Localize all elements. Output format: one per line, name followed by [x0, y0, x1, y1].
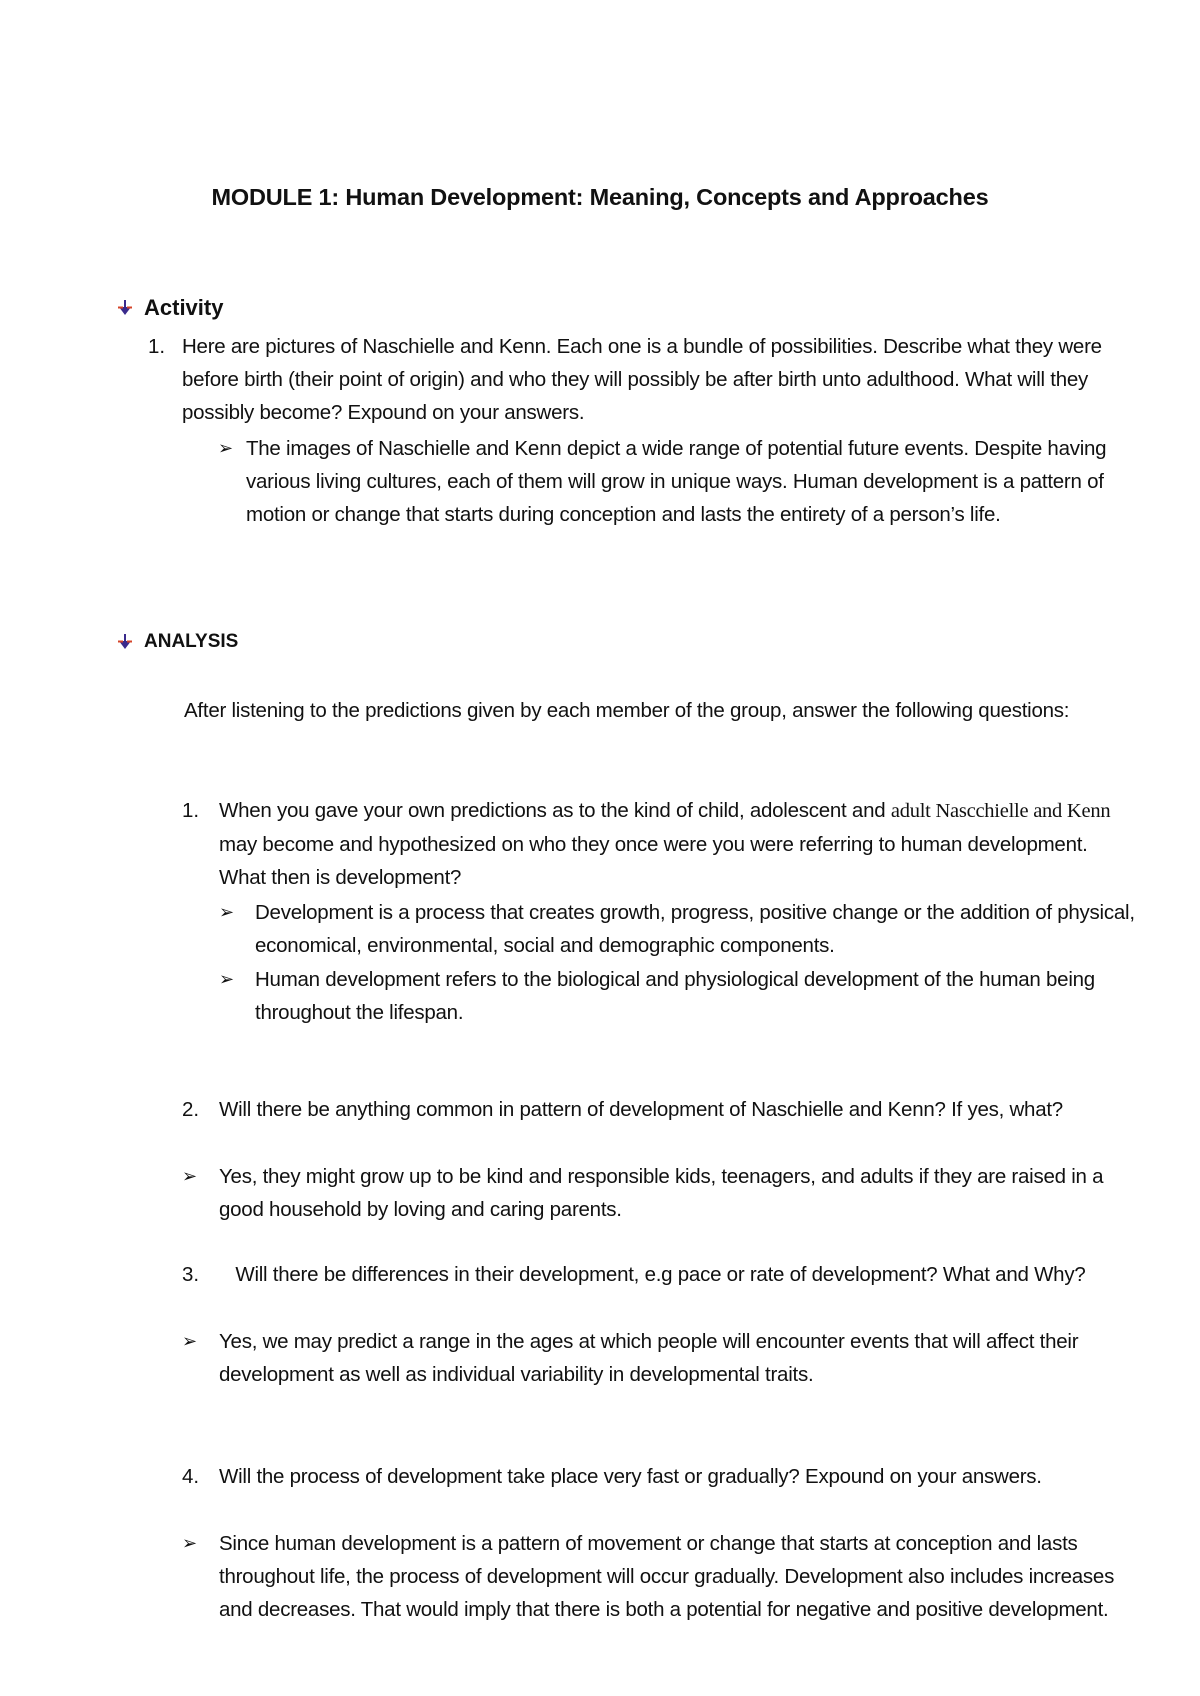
activity-item-text: Here are pictures of Naschielle and Kenn. Each one is a bundle of possibilities. Describe what they were before birth (their point of origin) and who they will possibly be after birth unto adulthood. What will they possibly become? Expound on your answers.: [182, 335, 1102, 424]
question-3-text: Will there be differences in their development, e.g pace or rate of development? What and Why?: [219, 1263, 1086, 1286]
arrowhead-bullet-icon: ➢: [182, 1533, 198, 1554]
question-2-text: Will there be anything common in pattern of development of Naschielle and Kenn? If yes, what?: [219, 1098, 1063, 1121]
activity-answer-text: The images of Naschielle and Kenn depict a wide range of potential future events. Despite having various living cultures, each of them will grow in unique ways. Human development is a pattern of motion or change that starts during conception and lasts the entirety of a person’s life.: [246, 437, 1107, 526]
question-2-number: 2.: [182, 1098, 200, 1121]
module-title: MODULE 1: Human Development: Meaning, Concepts and Approaches: [211, 184, 989, 210]
activity-heading-label: Activity: [144, 295, 224, 320]
pushpin-arrow-icon: [118, 634, 132, 650]
question-3-answer: Yes, we may predict a range in the ages at which people will encounter events that will affect their development as well as individual variability in developmental traits.: [219, 1330, 1079, 1386]
analysis-heading-label: ANALYSIS: [144, 631, 239, 652]
question-1-number: 1.: [182, 799, 200, 822]
arrowhead-bullet-icon: ➢: [182, 1166, 198, 1187]
arrowhead-bullet-icon: ➢: [218, 438, 234, 459]
activity-item-number: 1.: [148, 335, 166, 358]
arrowhead-bullet-icon: ➢: [182, 1331, 198, 1352]
arrowhead-bullet-icon: ➢: [219, 969, 235, 990]
analysis-heading: [118, 631, 238, 653]
question-1-answer-a: Development is a process that creates growth, progress, positive change or the addition of physical, economical, environmental, social and demographic components.: [255, 901, 1135, 957]
question-4-text: Will the process of development take place very fast or gradually? Expound on your answers.: [219, 1465, 1042, 1488]
activity-answer: [246, 432, 1146, 531]
question-4-number: 4.: [182, 1465, 200, 1488]
pushpin-arrow-icon: [118, 300, 132, 316]
question-2-answer: Yes, they might grow up to be kind and responsible kids, teenagers, and adults if they are raised in a good household by loving and caring parents.: [219, 1165, 1104, 1221]
arrowhead-bullet-icon: ➢: [219, 902, 235, 923]
analysis-intro: After listening to the predictions given by each member of the group, answer the following questions:: [184, 699, 1070, 722]
question-1-text-c: may become and hypothesized on who they once were you were referring to human development. What then is development?: [219, 833, 1088, 889]
question-1-text-b: adult Nascchielle and Kenn: [890, 800, 1111, 822]
question-1-text: [219, 794, 1119, 894]
question-1-answer-b: Human development refers to the biological and physiological development of the human being throughout the lifespan.: [255, 968, 1095, 1024]
activity-heading: [118, 295, 223, 321]
question-3-number: 3.: [182, 1263, 200, 1286]
question-1-text-a: When you gave your own predictions as to the kind of child, adolescent and: [219, 799, 891, 822]
question-4-answer: Since human development is a pattern of movement or change that starts at conception and lasts throughout life, the process of development will occur gradually. Development also includes increases and decreases. That would imply that there is both a potential for negative and positive development.: [219, 1532, 1115, 1621]
